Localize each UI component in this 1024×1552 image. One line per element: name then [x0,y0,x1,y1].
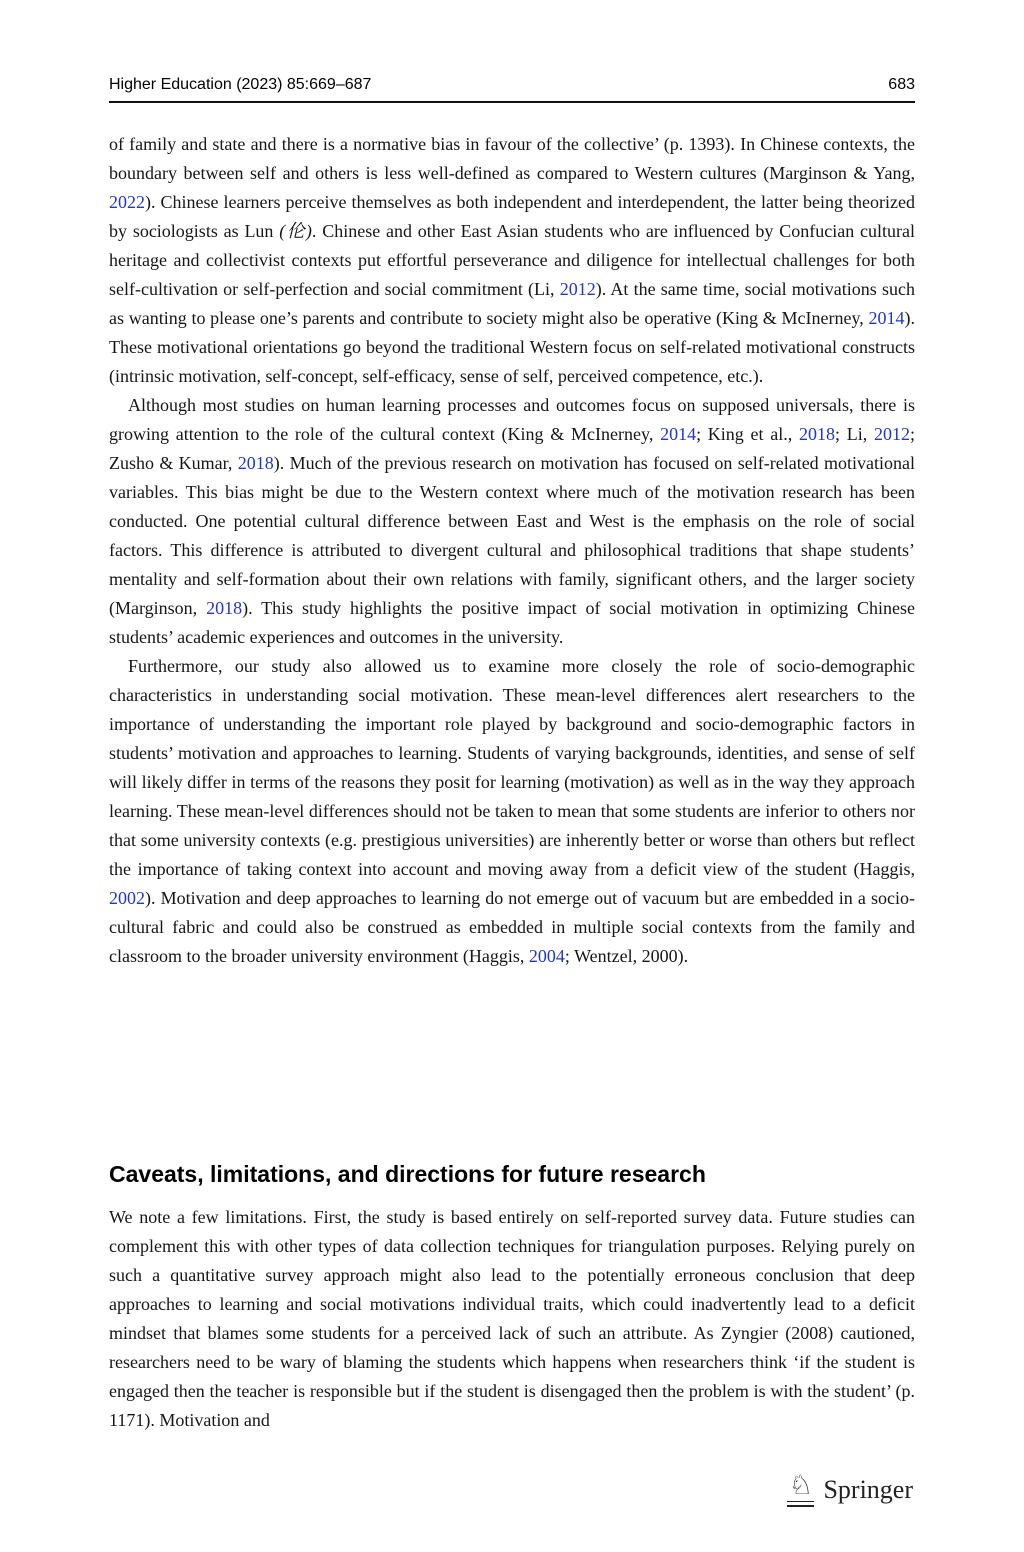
journal-reference: Higher Education (2023) 85:669–687 [109,76,372,93]
citation-link[interactable]: 2012 [874,424,910,444]
text-run: ). Motivation and deep approaches to learning do not emerge out of vacuum but are embedded in a socio-cultural fabric and could also be construed as embedded in multiple social contexts from the family and classroom to the broader university environment (Haggis, [109,888,915,966]
text-run: . Chinese and other East Asian students who are influenced by Confucian cultural heritage and collectivist contexts put effortful perseverance and diligence for intellectual challenges for both self-cultivation or self-perfection and social commitment (Li, [109,221,915,299]
citation-link[interactable]: 2014 [660,424,697,444]
citation-link[interactable]: 2014 [868,308,905,328]
publisher-name: Springer [823,1474,913,1504]
citation-link[interactable]: 2004 [528,946,565,966]
knight-underline [787,1501,814,1507]
text-run: ). Much of the previous research on motivation has focused on self-related motivational variables. This bias might be due to the Western context where much of the motivation research has been conducted. One potential cultural difference between East and West is the emphasis on the role of social factors. This difference is attributed to divergent cultural and philosophical traditions that shape students’ mentality and self-formation about their own relations with family, significant others, and the larger society (Marginson, [109,453,915,618]
text-run: ; King et al., [696,424,800,444]
text-run: ; Wentzel, 2000). [564,946,689,966]
citation-link[interactable]: 2018 [799,424,836,444]
text-run: Although most studies on human learning processes and outcomes focus on supposed universals, there is growing attention to the role of the cultural context (King & McInerney, [109,395,915,444]
citation-link[interactable]: 2018 [206,598,243,618]
text-run: ). Chinese learners perceive themselves as both independent and interdependent, the latter being theorized by sociologists as Lun [109,192,915,241]
italic-text: (伦) [279,221,312,241]
body-text-after-heading [109,1203,915,1435]
citation-link[interactable]: 2012 [559,279,596,299]
citation-link[interactable]: 2022 [109,192,145,212]
paragraph [109,1203,915,1435]
text-run: ). This study highlights the positive impact of social motivation in optimizing Chinese students’ academic experiences and outcomes in the university. [109,598,915,647]
running-header [109,76,915,94]
text-run: of family and state and there is a normative bias in favour of the collective’ (p. 1393). In Chinese contexts, the boundary between self and others is less well-defined as compared to Western cultures (Marginson & Yang, [109,134,915,183]
section-heading: Caveats, limitations, and directions for future research [109,1161,706,1188]
page-number: 683 [888,76,915,93]
text-run: ; Li, [835,424,874,444]
knight-glyph: ♘ [788,1470,814,1501]
paragraph [109,391,915,652]
text-run: ). At the same time, social motivations such as wanting to please one’s parents and contribute to society might also be operative (King & McInerney, [109,279,915,328]
citation-link[interactable]: 2002 [109,888,145,908]
header-rule [109,101,915,103]
citation-link[interactable]: 2018 [237,453,274,473]
text-run: ). These motivational orientations go beyond the traditional Western focus on self-related motivational constructs (intrinsic motivation, self-concept, self-efficacy, sense of self, perceived competence, etc.). [109,308,915,386]
text-run: We note a few limitations. First, the study is based entirely on self-reported survey data. Future studies can complement this with other types of data collection techniques for triangulation purposes. Relying purely on such a quantitative survey approach might also lead to the potentially erroneous conclusion that deep approaches to learning and social motivations individual traits, which could inadvertently lead to a deficit mindset that blames some students for a perceived lack of such an attribute. As Zyngier (2008) cautioned, researchers need to be wary of blaming the students which happens when researchers think ‘if the student is engaged then the teacher is responsible but if the student is disengaged then the problem is with the student’ (p. 1171). Motivation and [109,1207,915,1430]
text-run: Furthermore, our study also allowed us to examine more closely the role of socio-demographic characteristics in understanding social motivation. These mean-level differences alert researchers to the importance of understanding the important role played by background and socio-demographic factors in students’ motivation and approaches to learning. Students of varying backgrounds, identities, and sense of self will likely differ in terms of the reasons they posit for learning (motivation) as well as in the way they approach learning. These mean-level differences should not be taken to mean that some students are inferior to others nor that some university contexts (e.g. prestigious universities) are inherently better or worse than others but reflect the importance of taking context into account and moving away from a deficit view of the student (Haggis, [109,656,915,879]
body-text-before-heading [109,130,915,971]
paragraph [109,652,915,971]
paragraph [109,130,915,391]
publisher-logo [787,1472,913,1507]
text-run: ; Zusho & Kumar, [109,424,916,473]
springer-knight-icon [787,1472,814,1507]
